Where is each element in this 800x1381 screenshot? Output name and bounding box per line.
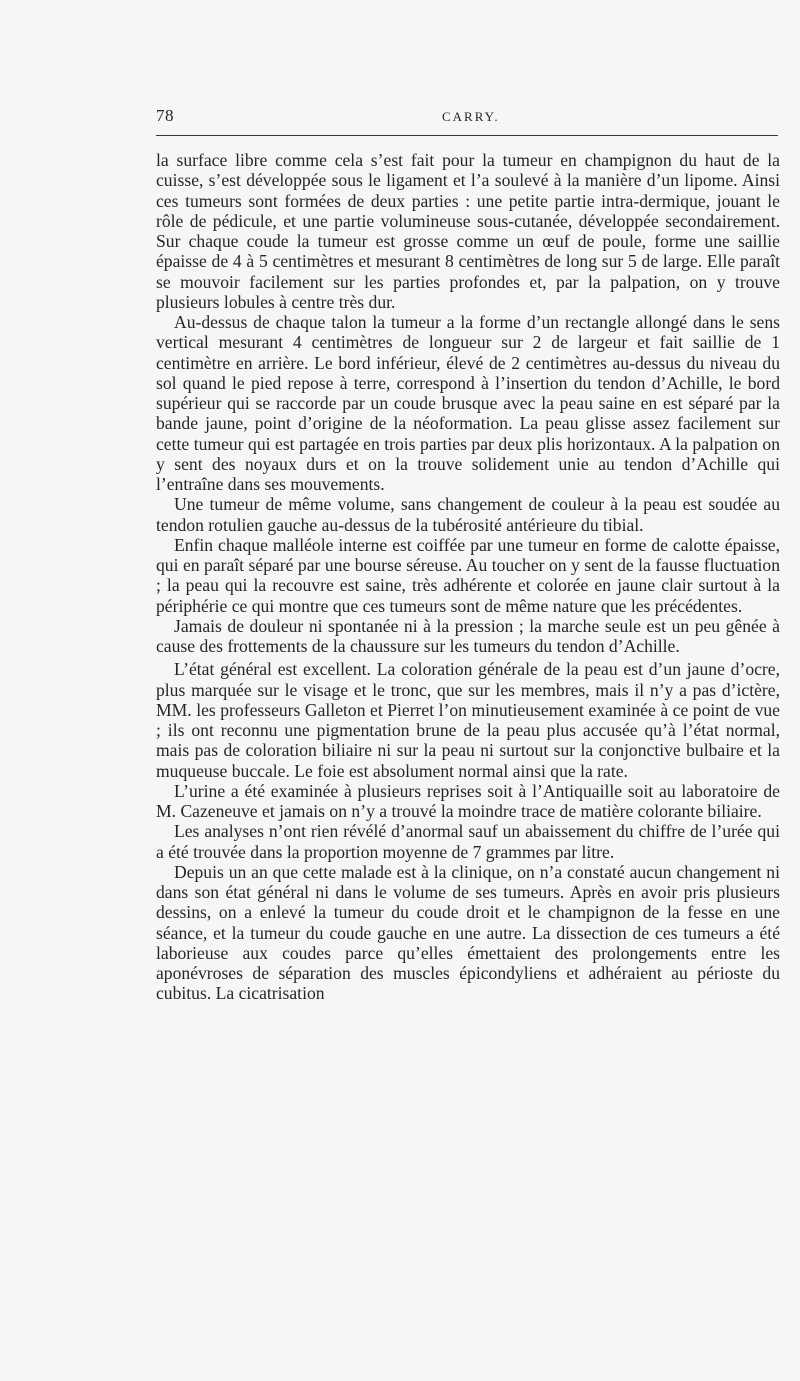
body-text bbox=[156, 150, 780, 1004]
header-rule bbox=[156, 135, 778, 136]
paragraph: Depuis un an que cette malade est à la clinique, on n’a constaté aucun changement ni dans son état général ni dans le volume de ses tumeurs. Après en avoir pris plusieurs dessins, on a enlevé la tumeur du coude droit et le champignon de la fesse en une séance, et la tumeur du coude gauche en une autre. La dissection de ces tumeurs a été laborieuse aux coudes parce qu’elles émettaient des prolongements entre les aponévroses de séparation des muscles épicondyliens et adhéraient au périoste du cubitus. La cicatrisation bbox=[156, 861, 780, 1004]
paragraph: Jamais de douleur ni spontanée ni à la pression ; la marche seule est un peu gênée à cause des frottements de la chaussure sur les tumeurs du tendon d’Achille. bbox=[156, 615, 780, 656]
paragraph: L’état général est excellent. La coloration générale de la peau est d’un jaune d’ocre, plus marquée sur le visage et le tronc, que sur les membres, mais il n’y a pas d’ictère, MM. les professeurs Galleton et Pierret l’on minutieusement examinée à ce point de vue ; ils ont reconnu une pigmentation brune de la peau plus accusée qu’à l’état normal, mais pas de coloration biliaire ni sur la peau ni surtout sur la conjonctive bulbaire et la muqueuse buccale. Le foie est absolument normal ainsi que la rate. bbox=[156, 659, 780, 781]
paragraph: la surface libre comme cela s’est fait pour la tumeur en champignon du haut de la cuisse, s’est développée sous le ligament et l’a soulevé à la manière d’un lipome. Ainsi ces tumeurs sont formées de deux parties : une petite partie intra-dermique, jouant le rôle de pédicule, et une partie volumineuse sous-cutanée, développée secondairement. Sur chaque coude la tumeur est grosse comme un œuf de poule, forme une saillie épaisse de 4 à 5 centimètres et mesurant 8 centimètres de long sur 5 de large. Elle paraît se mouvoir facilement sur les parties profondes et, par la palpation, on y trouve plusieurs lobules à centre très dur. bbox=[156, 150, 780, 312]
running-head bbox=[156, 106, 776, 130]
paragraph: Une tumeur de même volume, sans changement de couleur à la peau est soudée au tendon rotulien gauche au-dessus de la tubérosité antérieure du tibial. bbox=[156, 494, 780, 535]
page-number: 78 bbox=[156, 106, 174, 125]
paragraph: Au-dessus de chaque talon la tumeur a la forme d’un rectangle allongé dans le sens vertical mesurant 4 centimètres de longueur sur 2 de largeur et fait saillie de 1 centimètre en arrière. Le bord inférieur, élevé de 2 centimètres au-dessus du niveau du sol quand le pied repose à terre, correspond à l’insertion du tendon d’Achille, le bord supérieur qui se raccorde par un coude brusque avec la peau saine en est séparé par la bande jaune, point d’origine de la néoformation. La peau glisse assez facilement sur cette tumeur qui est partagée en trois parties par deux plis horizontaux. A la palpation on y sent des noyaux durs et on la trouve solidement unie au tendon d’Achille qui l’entraîne dans ses mouvements. bbox=[156, 312, 780, 494]
running-title: CARRY. bbox=[442, 109, 500, 124]
paragraph: Les analyses n’ont rien révélé d’anormal sauf un abaissement du chiffre de l’urée qui a été trouvée dans la proportion moyenne de 7 grammes par litre. bbox=[156, 821, 780, 862]
paragraph: L’urine a été examinée à plusieurs reprises soit à l’Antiquaille soit au laboratoire de M. Cazeneuve et jamais on n’y a trouvé la moindre trace de matière colorante biliaire. bbox=[156, 780, 780, 821]
paragraph: Enfin chaque malléole interne est coiffée par une tumeur en forme de calotte épaisse, qui en paraît séparé par une bourse séreuse. Au toucher on y sent de la fausse fluctuation ; la peau qui la recouvre est saine, très adhérente et colorée en jaune clair surtout à la périphérie ce qui montre que ces tumeurs sont de même nature que les précédentes. bbox=[156, 534, 780, 616]
